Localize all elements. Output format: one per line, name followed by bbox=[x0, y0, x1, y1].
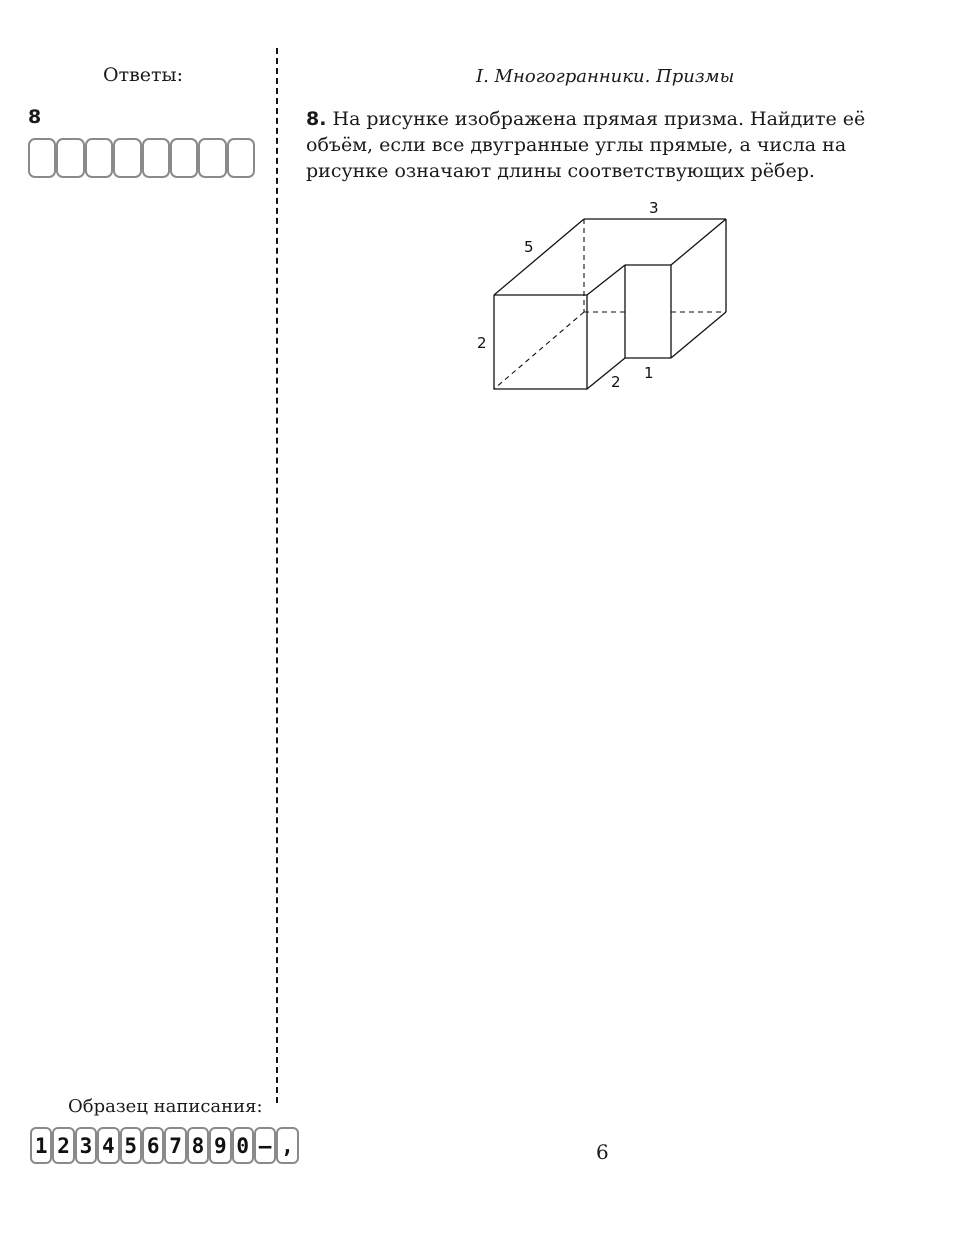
sample-cell: 0 bbox=[232, 1127, 254, 1164]
sample-writing-row bbox=[30, 1127, 299, 1164]
answer-cell[interactable] bbox=[227, 138, 255, 178]
sample-cell: 2 bbox=[52, 1127, 74, 1164]
prism-figure bbox=[465, 192, 765, 402]
sample-cell: 6 bbox=[142, 1127, 164, 1164]
answer-boxes[interactable] bbox=[28, 138, 255, 178]
answer-cell[interactable] bbox=[170, 138, 198, 178]
sample-cell: 3 bbox=[75, 1127, 97, 1164]
sample-label: Образец написания: bbox=[68, 1096, 263, 1117]
problem-text bbox=[306, 106, 906, 184]
cut-line-divider bbox=[276, 48, 278, 1103]
answer-cell[interactable] bbox=[28, 138, 56, 178]
label-height: 2 bbox=[477, 334, 487, 352]
answer-cell[interactable] bbox=[198, 138, 226, 178]
edge-top-right bbox=[671, 219, 726, 265]
label-slant: 5 bbox=[524, 238, 534, 256]
edge-slant bbox=[494, 219, 584, 295]
problem-number: 8. bbox=[306, 108, 327, 130]
label-top: 3 bbox=[649, 199, 659, 217]
front-face bbox=[494, 295, 587, 389]
sample-cell: 7 bbox=[164, 1127, 186, 1164]
answer-task-number: 8 bbox=[28, 106, 42, 128]
section-title: I. Многогранники. Призмы bbox=[476, 66, 735, 87]
label-bottom-width: 1 bbox=[644, 364, 654, 382]
sample-cell: 5 bbox=[120, 1127, 142, 1164]
sample-cell: 1 bbox=[30, 1127, 52, 1164]
sample-cell: 4 bbox=[97, 1127, 119, 1164]
answer-cell[interactable] bbox=[85, 138, 113, 178]
sample-cell: 9 bbox=[209, 1127, 231, 1164]
answer-cell[interactable] bbox=[56, 138, 84, 178]
page-number: 6 bbox=[596, 1140, 609, 1164]
problem-statement: На рисунке изображена прямая призма. Найдите её объём, если все двугранные углы прямые, а числа на рисунке означают длины соответствующих рёбер. bbox=[306, 108, 866, 182]
answer-cell[interactable] bbox=[113, 138, 141, 178]
label-bottom-depth: 2 bbox=[611, 373, 621, 391]
answers-heading: Ответы: bbox=[103, 64, 184, 86]
sample-cell: 8 bbox=[187, 1127, 209, 1164]
hidden-edge bbox=[494, 312, 584, 389]
sample-cell: , bbox=[276, 1127, 298, 1164]
sample-cell: – bbox=[254, 1127, 276, 1164]
answer-cell[interactable] bbox=[142, 138, 170, 178]
